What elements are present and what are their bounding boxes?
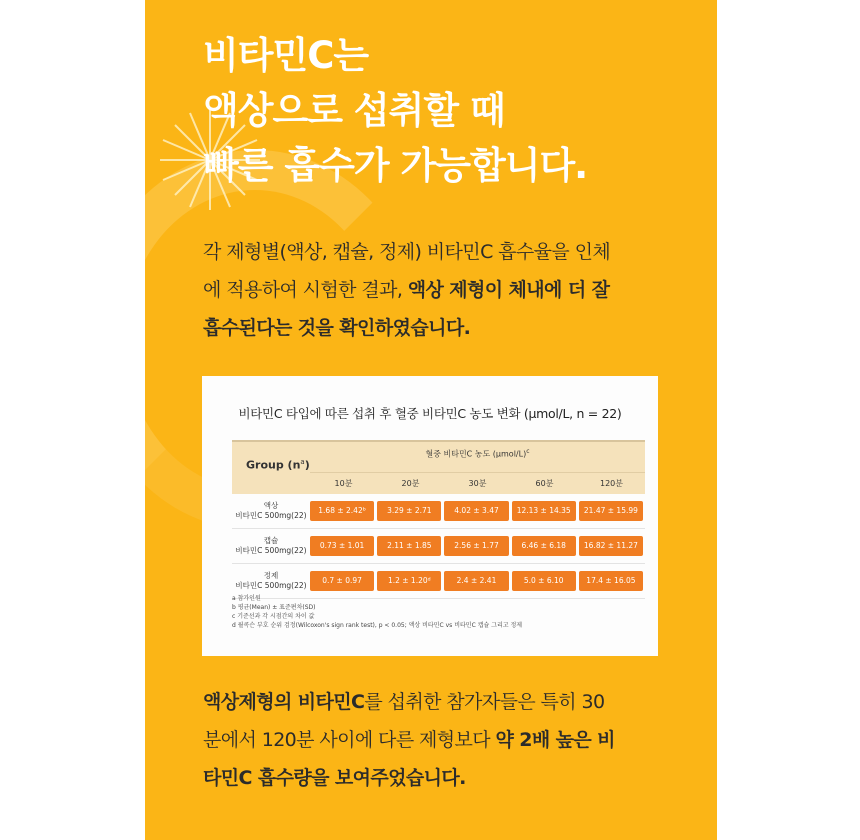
concentration-header-sup: c [526, 448, 530, 455]
outro-highlight: 액상제형의 비타민C [203, 691, 365, 713]
footnote: b 평균(Mean) ± 표준편차(SD) [232, 604, 316, 611]
table-cell: 1.2 ± 1.20ᵈ [377, 571, 441, 591]
column-header: 10분 [334, 479, 353, 488]
footnote: c 기준선과 각 시점간의 차이 값 [232, 613, 315, 620]
group-header-sup: a [300, 458, 305, 466]
table-row [232, 529, 645, 564]
table-row [232, 494, 645, 529]
intro-paragraph [203, 233, 673, 347]
table-footnotes [232, 594, 522, 630]
outro-line-3 [203, 759, 673, 797]
row-label [232, 501, 310, 521]
outro-highlight: 타민C 흡수량을 보여주었습니다. [203, 767, 466, 789]
intro-text: 에 적용하여 시험한 결과, [203, 279, 408, 301]
headline-line-1: 비타민C는 [203, 34, 369, 77]
row-dose: 비타민C 500mg(22) [235, 511, 307, 520]
table-cell: 21.47 ± 15.99 [579, 501, 643, 521]
outro-paragraph [203, 683, 673, 797]
table-cell: 3.29 ± 2.71 [377, 501, 441, 521]
table-cell: 0.73 ± 1.01 [310, 536, 374, 556]
column-header: 60분 [535, 479, 554, 488]
table-cell: 16.82 ± 11.27 [579, 536, 643, 556]
absorption-table [232, 440, 645, 599]
row-name: 정제 [263, 571, 279, 580]
headline [203, 28, 587, 193]
headline-line-3: 빠른 흡수가 가능합니다. [203, 144, 588, 187]
row-name: 캡슐 [263, 536, 279, 545]
intro-line-1: 각 제형별(액상, 캡슐, 정제) 비타민C 흡수율을 인체 [203, 241, 611, 263]
table-cell: 5.0 ± 6.10 [512, 571, 576, 591]
outro-text: 를 섭취한 참가자들은 특히 30 [364, 691, 605, 713]
table-cell: 2.11 ± 1.85 [377, 536, 441, 556]
intro-highlight: 흡수된다는 것을 확인하였습니다. [203, 317, 471, 339]
row-dose: 비타민C 500mg(22) [235, 546, 307, 555]
concentration-header [310, 448, 645, 460]
outro-line-1 [203, 683, 673, 721]
table-cell: 1.68 ± 2.42ᵇ [310, 501, 374, 521]
absorption-table-card [202, 376, 658, 656]
table-cell: 2.4 ± 2.41 [444, 571, 508, 591]
intro-line-2 [203, 271, 673, 309]
time-columns [310, 472, 645, 495]
table-title: 비타민C 타입에 따른 섭취 후 혈중 비타민C 농도 변화 (µmol/L, n = 22) [238, 406, 622, 421]
table-cell: 2.56 ± 1.77 [444, 536, 508, 556]
footnote: d 윌콕슨 부호 순위 검정(Wilcoxon's sign rank test), p < 0.05; 액상 비타민C vs 비타민C 캡슐 그리고 정제 [232, 622, 523, 629]
row-name: 액상 [263, 501, 279, 510]
column-header: 120분 [600, 479, 623, 488]
intro-highlight: 액상 제형이 체내에 더 잘 [407, 279, 610, 301]
headline-line-2: 액상으로 섭취할 때 [203, 89, 505, 132]
table-cell: 4.02 ± 3.47 [444, 501, 508, 521]
concentration-header-text: 혈중 비타민C 농도 (µmol/L) [425, 449, 527, 459]
row-dose: 비타민C 500mg(22) [235, 581, 307, 590]
column-header: 20분 [401, 479, 420, 488]
row-label [232, 536, 310, 556]
table-cell: 12.13 ± 14.35 [512, 501, 576, 521]
group-header-close: ) [304, 458, 310, 472]
outro-highlight: 약 2배 높은 비 [495, 729, 615, 751]
table-cell: 0.7 ± 0.97 [310, 571, 374, 591]
table-cell: 17.4 ± 16.05 [579, 571, 643, 591]
footnote: a 참가인원 [232, 595, 261, 602]
table-cell: 6.46 ± 6.18 [512, 536, 576, 556]
outro-text: 분에서 120분 사이에 다른 제형보다 [203, 729, 496, 751]
row-label [232, 571, 310, 591]
promo-panel [145, 0, 717, 840]
group-header-text: Group (n [246, 458, 301, 472]
outro-line-2 [203, 721, 673, 759]
group-header [246, 458, 310, 472]
column-header: 30분 [468, 479, 487, 488]
intro-line-3 [203, 309, 673, 347]
table-header [232, 440, 645, 494]
